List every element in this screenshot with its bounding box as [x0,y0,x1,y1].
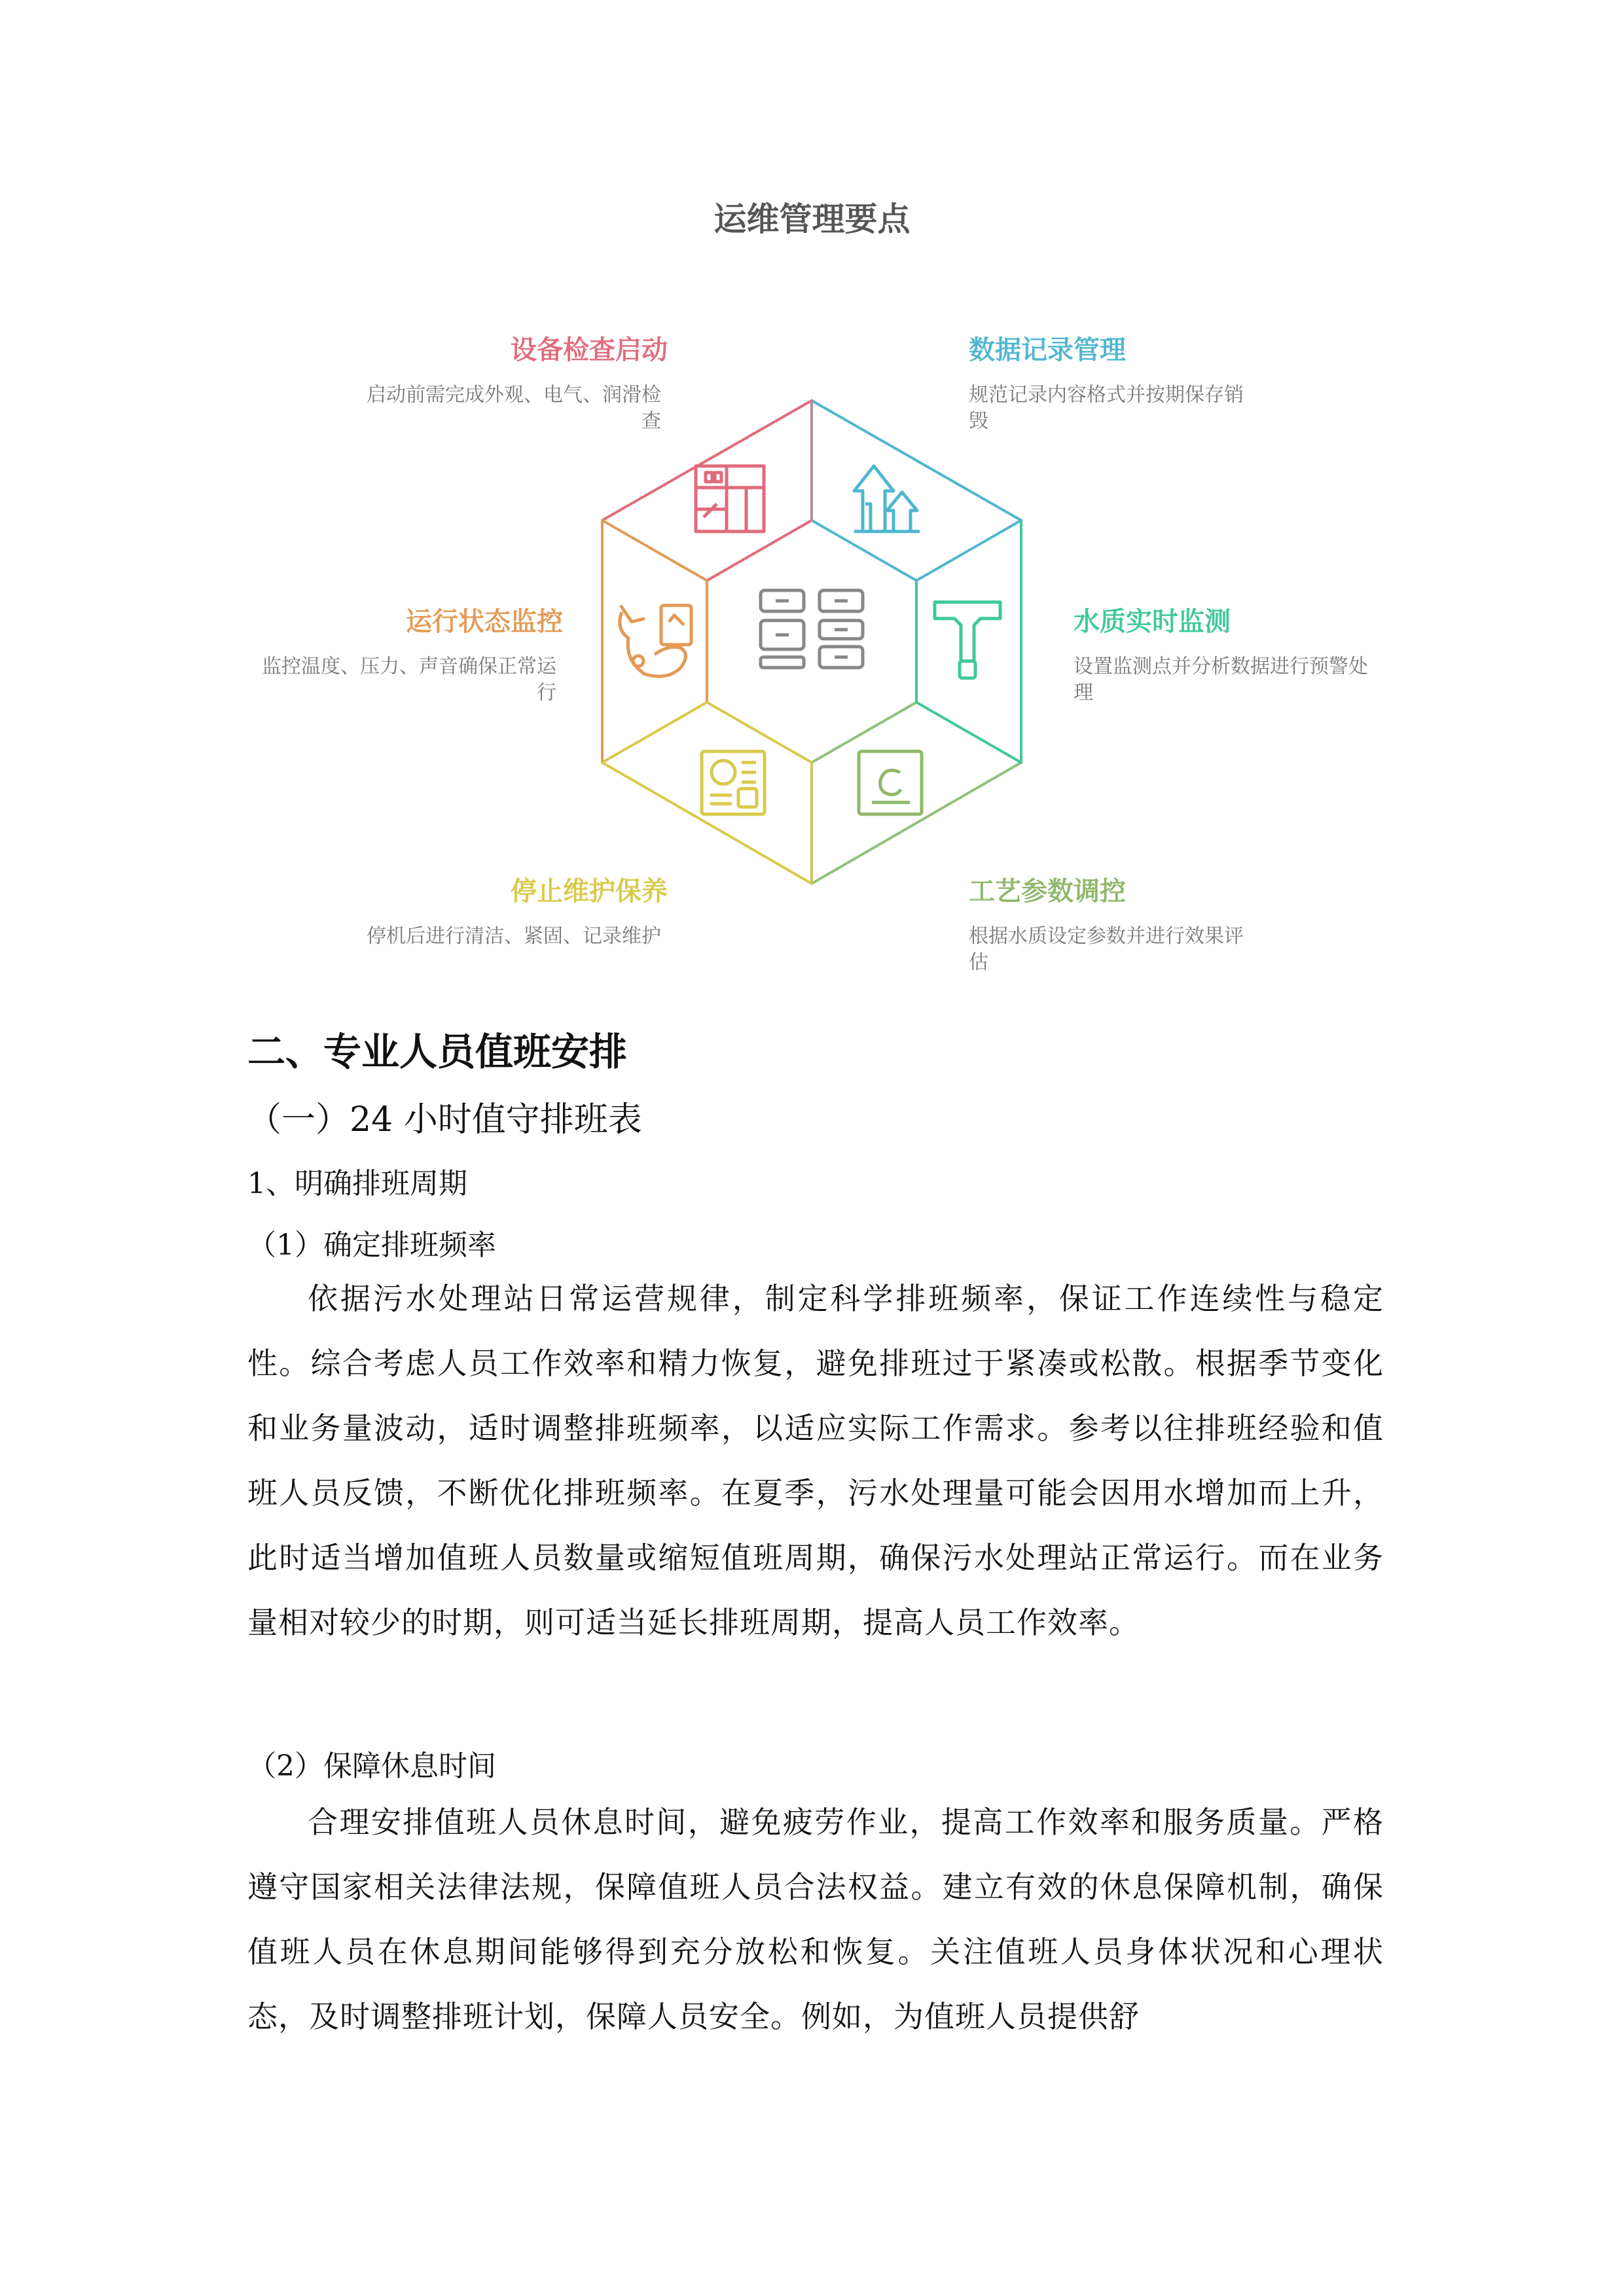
chart-doc-icon [702,751,765,814]
diagram-title: 运维管理要点 [713,200,911,238]
item-title-run-monitor: 运行状态监控 [406,607,563,637]
item-desc-data-record: 规范记录内容格式并按期保存销毁 [969,384,1244,433]
subitem-heading-frequency: （1）确定排班频率 [247,1229,496,1262]
item-desc-stop-maintenance: 停机后进行清洁、紧固、记录维护 [367,925,661,948]
file-cabinet-icon [761,590,863,668]
section-heading: 二、专业人员值班安排 [247,1030,628,1074]
item-title-water-monitor: 水质实时监测 [1074,607,1231,637]
item-title-stop-maintenance: 停止维护保养 [511,876,668,906]
t-tool-icon [935,602,1000,678]
hexagon-diagram [0,0,1624,982]
floorplan-icon [696,466,764,531]
item-title-data-record: 数据记录管理 [969,335,1126,365]
tool-hand-icon [620,605,691,676]
item-desc-process-params: 根据水质设定参数并进行效果评估 [969,925,1244,974]
arrows-up-icon [854,466,920,531]
item-desc-equipment-start: 启动前需完成外观、电气、润滑检查 [367,384,661,433]
item-title-process-params: 工艺参数调控 [969,876,1126,906]
hex-edge-teal [812,762,1021,884]
item-desc-water-monitor: 设置监测点并分析数据进行预警处理 [1074,655,1368,704]
c-box-icon [859,751,922,814]
item-title-equipment-start: 设备检查启动 [511,335,668,365]
subitem-heading-rest: （2）保障休息时间 [247,1749,496,1783]
paragraph-frequency: 依据污水处理站日常运营规律，制定科学排班频率，保证工作连续性与稳定性。综合考虑人员工作效率和精力恢复，避免排班过于紧凑或松散。根据季节变化和业务量波动，适时调整排班频率，以适应实际工作需求。参考以往排班经验和值班人员反馈，不断优化排班频率。在夏季，污水处理量可能会因用水增加而上升，此时适当增加值班人员数量或缩短值班周期，确保污水处理站正常运行。而在业务量相对较少的时期，则可适当延长排班周期，提高人员工作效率。 [247,1281,1384,1640]
item-heading: 1、明确排班周期 [247,1167,467,1200]
subsection-heading: （一）24 小时值守排班表 [247,1100,642,1139]
item-desc-run-monitor: 监控温度、压力、声音确保正常运行 [262,655,556,704]
hex-edge-yellow [602,762,812,884]
paragraph-rest: 合理安排值班人员休息时间，避免疲劳作业，提高工作效率和服务质量。严格遵守国家相关法律法规，保障值班人员合法权益。建立有效的休息保障机制，确保值班人员在休息期间能够得到充分放松和恢复。关注值班人员身体状况和心理状态，及时调整排班计划，保障人员安全。例如，为值班人员提供舒 [247,1804,1384,2034]
